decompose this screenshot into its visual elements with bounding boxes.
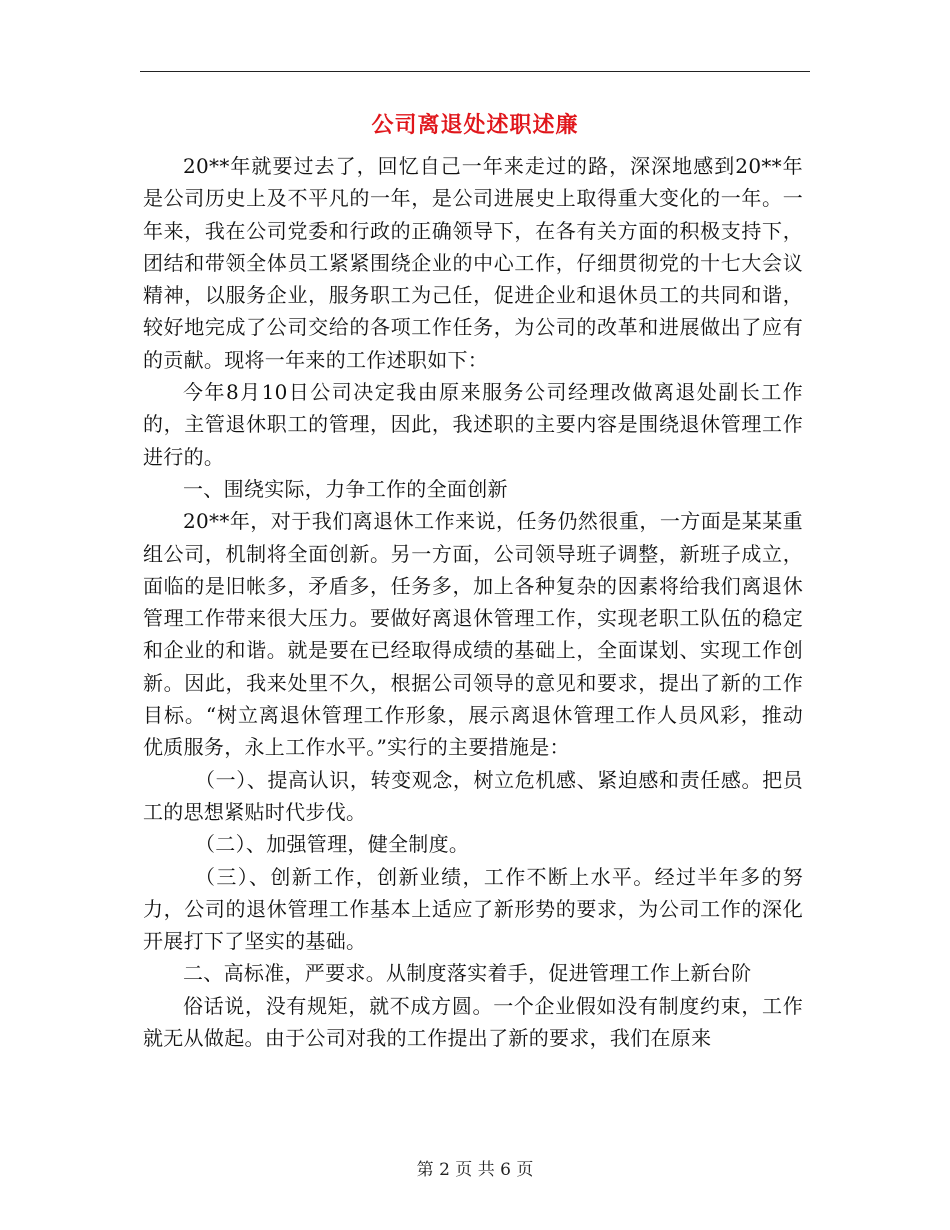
measure-item-2: （二）、加强管理，健全制度。 <box>195 832 470 857</box>
paragraph-appointment: 今年8月10日公司决定我由原来服务公司经理改做离退处副长工作的，主管退休职工的管理，因此，我述职的主要内容是围绕退休管理工作进行的。 <box>143 380 803 469</box>
page-number: 第 2 页 共 6 页 <box>416 1160 534 1180</box>
measure-item-1: （一）、提高认识，转变观念，树立危机感、紧迫感和责任感。把员工的思想紧贴时代步伐。 <box>143 767 803 824</box>
paragraph-intro: 20**年就要过去了，回忆自己一年来走过的路，深深地感到20**年是公司历史上及不平凡的一年，是公司进展史上取得重大变化的一年。一年来，我在公司党委和行政的正确领导下，在各有关方面的积极支持下，团结和带领全体员工紧紧围绕企业的中心工作，仔细贯彻党的十七大会议精神，以服务企业，服务职工为己任，促进企业和退休员工的共同和谐，较好地完成了公司交给的各项工作任务，为公司的改革和进展做出了应有的贡献。现将一年来的工作述职如下： <box>143 154 803 372</box>
paragraph-section-2: 俗话说，没有规矩，就不成方圆。一个企业假如没有制度约束，工作就无从做起。由于公司对我的工作提出了新的要求，我们在原来 <box>143 993 803 1051</box>
paragraph-section-1: 20**年，对于我们离退休工作来说，任务仍然很重，一方面是某某重组公司，机制将全面创新。另一方面，公司领导班子调整，新班子成立，面临的是旧帐多，矛盾多，任务多，加上各种复杂的因素将给我们离退休管理工作带来很大压力。要做好离退休管理工作，实现老职工队伍的稳定和企业的和谐。就是要在已经取得成绩的基础上，全面谋划、实现工作创新。因此，我来处里不久，根据公司领导的意见和要求，提出了新的工作目标。“树立离退休管理工作形象，展示离退休管理工作人员风彩，推动优质服务，永上工作水平。”实行的主要措施是： <box>143 509 803 760</box>
measure-item-3: （三）、创新工作，创新业绩，工作不断上水平。经过半年多的努力，公司的退休管理工作基本上适应了新形势的要求，为公司工作的深化开展打下了坚实的基础。 <box>143 864 803 954</box>
document-body <box>143 150 803 1054</box>
document-title: 公司离退处述职述廉 <box>371 112 579 138</box>
section-heading-2: 二、高标准，严要求。从制度落实着手，促进管理工作上新台阶 <box>183 961 752 986</box>
section-heading-1: 一、围绕实际，力争工作的全面创新 <box>183 476 508 501</box>
header-rule <box>140 71 810 72</box>
